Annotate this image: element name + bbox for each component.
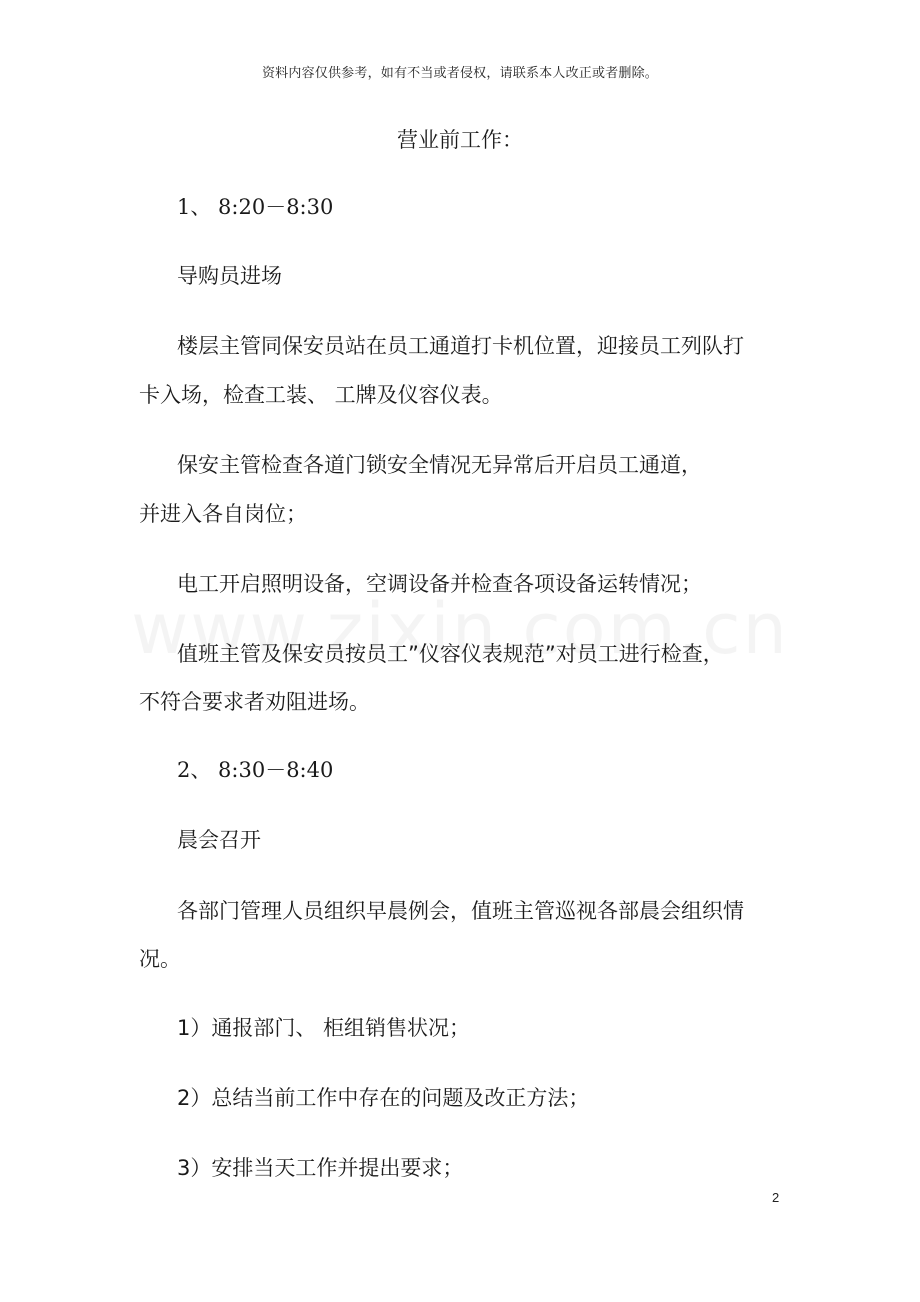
paragraph-line: 值班主管及保安员按员工”仪容仪表规范”对员工进行检查， <box>177 642 724 666</box>
paragraph-line: 况。 <box>139 947 181 971</box>
paragraph-line: 不符合要求者劝阻进场。 <box>139 690 370 714</box>
header-note: 资料内容仅供参考，如有不当或者侵权，请联系本人改正或者删除。 <box>261 66 658 81</box>
paragraph-line: 保安主管检查各道门锁安全情况无异常后开启员工通道， <box>177 453 702 477</box>
paragraph-line: 电工开启照明设备，空调设备并检查各项设备运转情况； <box>177 572 702 596</box>
page-number: 2 <box>772 1190 780 1205</box>
section-time-1: 1、 8:20－8:30 <box>177 195 334 219</box>
list-item: 1）通报部门、 柜组销售状况； <box>177 1016 471 1040</box>
page-title: 营业前工作： <box>397 128 523 152</box>
section-time-2: 2、 8:30－8:40 <box>177 758 334 782</box>
paragraph-line: 楼层主管同保安员站在员工通道打卡机位置，迎接员工列队打 <box>177 334 744 358</box>
list-item: 2）总结当前工作中存在的问题及改正方法； <box>177 1086 590 1110</box>
section-heading-1: 导购员进场 <box>177 264 282 288</box>
paragraph-line: 卡入场，检查工装、 工牌及仪容仪表。 <box>139 383 503 407</box>
paragraph-line: 并进入各自岗位； <box>139 502 307 526</box>
list-item: 3）安排当天工作并提出要求； <box>177 1156 464 1180</box>
section-heading-2: 晨会召开 <box>177 828 261 852</box>
paragraph-line: 各部门管理人员组织早晨例会，值班主管巡视各部晨会组织情 <box>177 899 744 923</box>
